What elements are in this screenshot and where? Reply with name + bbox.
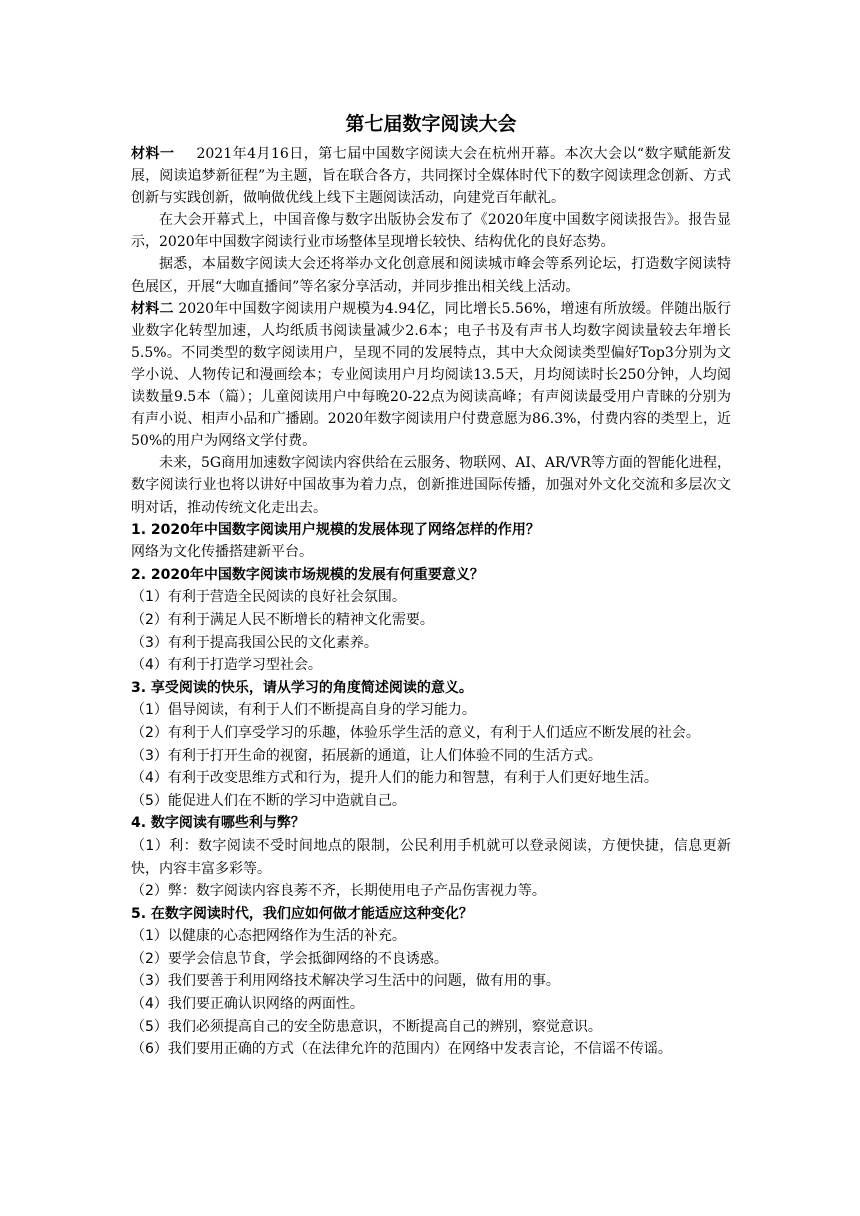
- answer-item: （6）我们要用正确的方式（在法律允许的范围内）在网络中发表言论，不信谣不传谣。: [131, 1041, 672, 1058]
- answer-item: （2）要学会信息节食，学会抵御网络的不良诱惑。: [131, 950, 448, 967]
- question-2: 2. 2020年中国数字阅读市场规模的发展有何重要意义？: [131, 566, 484, 583]
- material-1-text-1: 2021年4月16日，第七届中国数字阅读大会在杭州开幕。本次大会以“数字赋能新发展，阅读追梦新征程”为主题，旨在联合各方，共同探讨全媒体时代下的数字阅读理念创新、方式创新与实践创新，做响做优线上线下主题阅读活动，向建党百年献礼。: [131, 146, 731, 207]
- answer-item: 网络为文化传播搭建新平台。: [131, 544, 313, 561]
- qa-block-4: [131, 812, 731, 902]
- qa-block-5: [131, 903, 731, 1061]
- answer-item: （2）有利于满足人民不断增长的精神文化需要。: [131, 611, 434, 628]
- answer-item: （1）倡导阅读，有利于人们不断提高自身的学习能力。: [131, 702, 476, 719]
- material-1-label: 材料一: [131, 146, 175, 162]
- answer-item: （2）弊：数字阅读内容良莠不齐，长期使用电子产品伤害视力等。: [131, 883, 546, 900]
- document-page: [131, 110, 731, 1061]
- question-5: 5. 在数字阅读时代，我们应如何做才能适应这种变化？: [131, 905, 473, 922]
- answer-item: （3）我们要善于利用网络技术解决学习生活中的问题，做有用的事。: [131, 973, 560, 990]
- answer-item: （5）我们必须提高自己的安全防患意识，不断提高自己的辨别，察觉意识。: [131, 1018, 602, 1035]
- answer-item: （4）有利于改变思维方式和行为，提升人们的能力和智慧，有利于人们更好地生活。: [131, 770, 658, 787]
- answer-item: （3）有利于提高我国公民的文化素养。: [131, 634, 378, 651]
- qa-block-3: [131, 677, 731, 813]
- answer-item: （1）以健康的心态把网络作为生活的补充。: [131, 928, 406, 945]
- qa-block-2: [131, 564, 731, 677]
- answer-item: （1）有利于营造全民阅读的良好社会氛围。: [131, 589, 406, 606]
- answer-item: （1）利：数字阅读不受时间地点的限制，公民利用手机就可以登录阅读，方便快捷，信息更新快，内容丰富多彩等。: [131, 837, 731, 877]
- material-2-label: 材料二: [131, 300, 174, 317]
- answer-item: （3）有利于打开生命的视窗，拓展新的通道，让人们体验不同的生活方式。: [131, 747, 602, 764]
- answer-item: （4）有利于打造学习型社会。: [131, 657, 322, 674]
- material-2-paragraph-1: [131, 298, 731, 453]
- material-2-paragraph-2: 未来，5G商用加速数字阅读内容供给在云服务、物联网、AI、AR/VR等方面的智能化进程，数字阅读行业也将以讲好中国故事为着力点，创新推进国际传播，加强对外文化交流和多层次文明对话，推动传统文化走出去。: [131, 455, 731, 516]
- material-1-paragraph-3: 据悉，本届数字阅读大会还将举办文化创意展和阅读城市峰会等系列论坛，打造数字阅读特色展区，开展“大咖直播间”等名家分享活动，并同步推出相关线上活动。: [131, 256, 731, 295]
- material-2-text-1: 2020年中国数字阅读用户规模为4.94亿，同比增长5.56%，增速有所放缓。伴随出版行业数字化转型加速，人均纸质书阅读量减少2.6本；电子书及有声书人均数字阅读量较去年增长5.5%。不同类型的数字阅读用户，呈现不同的发展特点，其中大众阅读类型偏好Top3分别为文学小说、人物传记和漫画绘本；专业阅读用户月均阅读13.5天，月均阅读时长250分钟，人均阅读数量9.5本（篇）；儿童阅读用户中每晚20-22点为阅读高峰；有声阅读最受用户青睐的分别为有声小说、相声小品和广播剧。2020年数字阅读用户付费意愿为86.3%，付费内容的类型上，近50%的用户为网络文学付费。: [131, 300, 732, 450]
- material-1-paragraph-1: [131, 143, 731, 209]
- answer-item: （4）我们要正确认识网络的两面性。: [131, 996, 364, 1013]
- question-4: 4. 数字阅读有哪些利与弊？: [131, 815, 305, 832]
- material-1-paragraph-2: 在大会开幕式上，中国音像与数字出版协会发布了《2020年度中国数字阅读报告》。报告显示，2020年中国数字阅读行业市场整体呈现增长较快、结构优化的良好态势。: [131, 212, 731, 251]
- question-1: 1. 2020年中国数字阅读用户规模的发展体现了网络怎样的作用？: [131, 521, 540, 538]
- answer-item: （5）能促进人们在不断的学习中造就自己。: [131, 792, 406, 809]
- question-3: 3. 享受阅读的快乐，请从学习的角度简述阅读的意义。: [131, 679, 473, 696]
- answer-item: （2）有利于人们享受学习的乐趣，体验乐学生活的意义，有利于人们适应不断发展的社会。: [131, 724, 700, 741]
- qa-block-1: [131, 519, 731, 564]
- page-title: 第七届数字阅读大会: [345, 113, 517, 135]
